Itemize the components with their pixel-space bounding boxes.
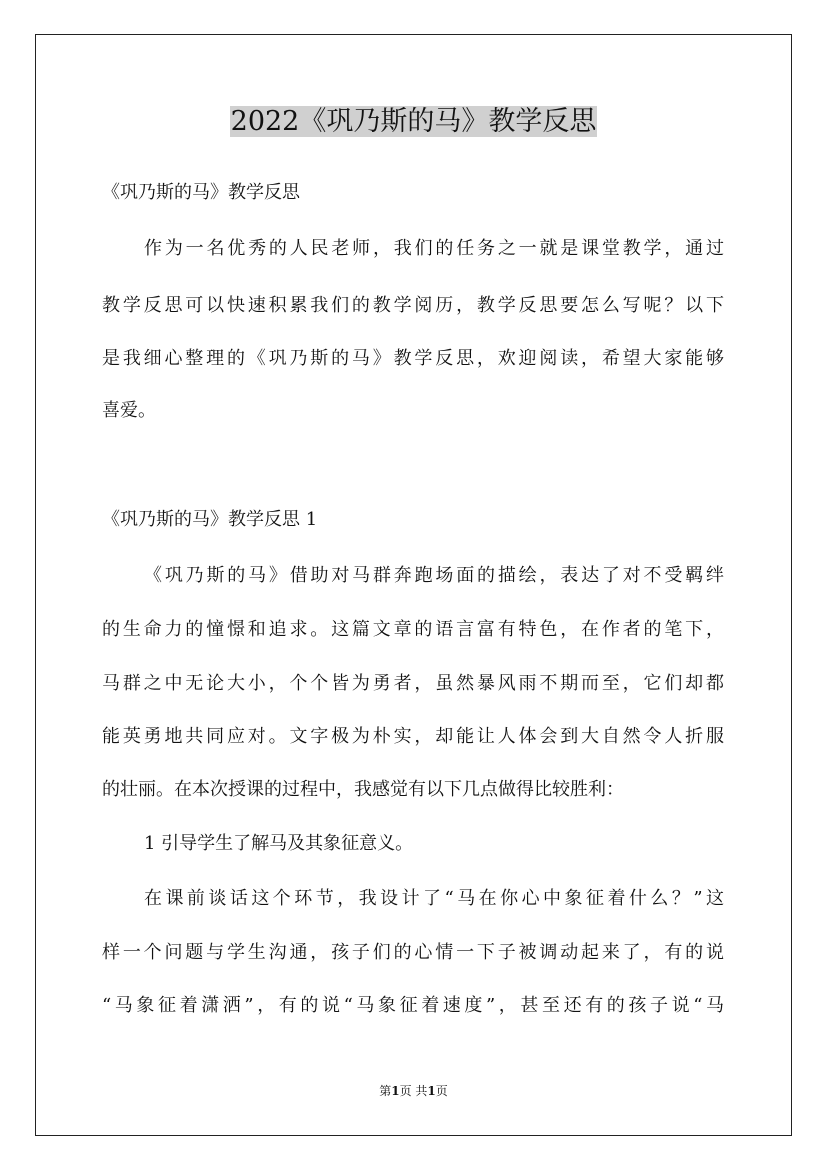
section-heading: 《巩乃斯的马》教学反思 1 (102, 509, 318, 530)
intro-line-2: 教学反思可以快速积累我们的教学阅历，教学反思要怎么写呢？以下 (102, 295, 724, 316)
section-para1-line-1: 《巩乃斯的马》借助对马群奔跑场面的描绘，表达了对不受羁绊 (144, 565, 724, 586)
section-para1-line-3: 马群之中无论大小，个个皆为勇者，虽然暴风雨不期而至，它们却都 (102, 673, 724, 694)
footer-page-total: 1 (427, 1084, 436, 1098)
section-para2-line-1: 在课前谈话这个环节，我设计了“马在你心中象征着什么？”这 (144, 888, 724, 909)
section-para1-line-4: 能英勇地共同应对。文字极为朴实，却能让人体会到大自然令人折服 (102, 726, 724, 747)
intro-line-3: 是我细心整理的《巩乃斯的马》教学反思，欢迎阅读，希望大家能够 (102, 348, 724, 369)
document-title (0, 100, 827, 144)
footer-prefix: 第 (379, 1084, 392, 1098)
footer-suffix: 页 (435, 1084, 448, 1098)
subtitle: 《巩乃斯的马》教学反思 (102, 182, 300, 203)
section-para1-line-5: 的壮丽。在本次授课的过程中，我感觉有以下几点做得比较胜利： (102, 779, 624, 800)
intro-line-1: 作为一名优秀的人民老师，我们的任务之一就是课堂教学，通过 (144, 238, 724, 259)
footer-page-number: 1 (391, 1084, 400, 1098)
page-footer (0, 1083, 827, 1099)
title-text: 2022《巩乃斯的马》教学反思 (230, 106, 597, 137)
section-para1-line-2: 的生命力的憧憬和追求。这篇文章的语言富有特色，在作者的笔下， (102, 619, 724, 640)
section-para2-line-2: 样一个问题与学生沟通，孩子们的心情一下子被调动起来了，有的说 (102, 942, 724, 963)
intro-line-4: 喜爱。 (102, 400, 156, 421)
section-para2-line-3: “马象征着潇洒”，有的说“马象征着速度”，甚至还有的孩子说“马 (102, 995, 724, 1016)
point-1: 1 引导学生了解马及其象征意义。 (144, 833, 414, 854)
footer-mid: 页 共 (399, 1084, 428, 1098)
